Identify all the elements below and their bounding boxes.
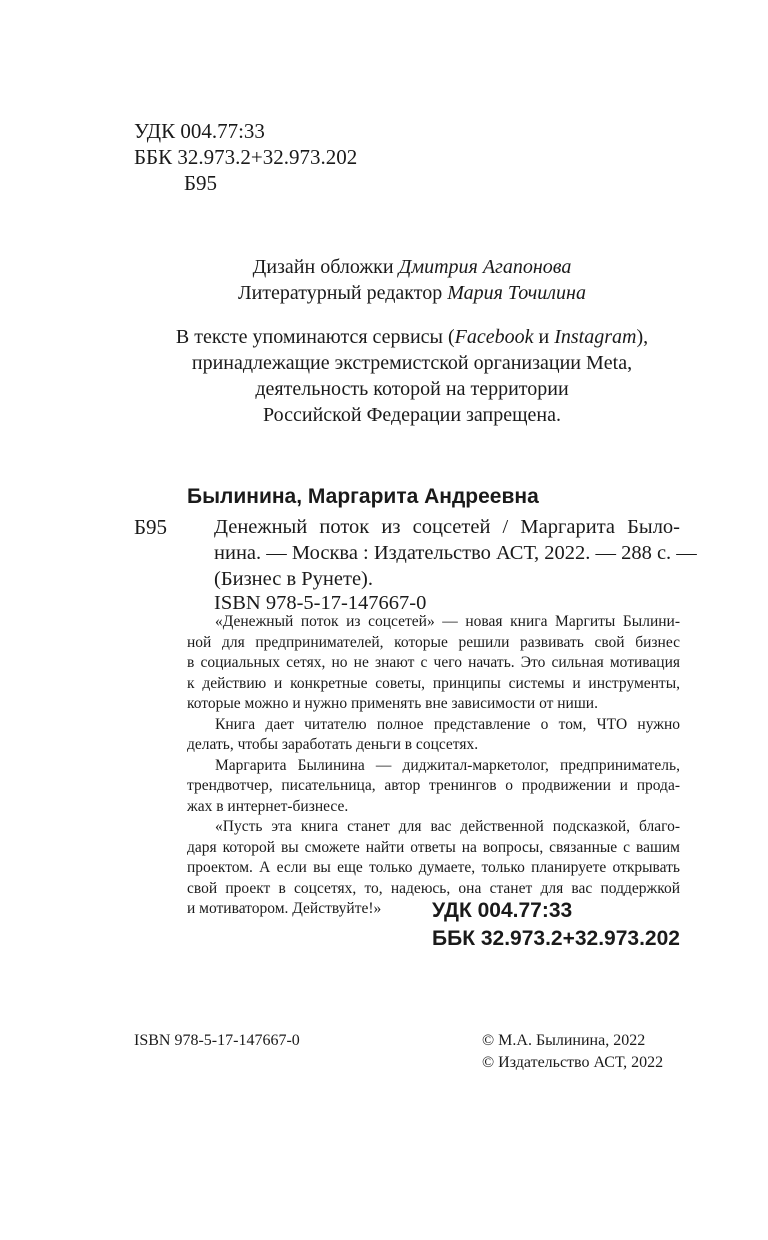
facebook-mention: Facebook — [454, 326, 534, 348]
copyright-block — [482, 1030, 663, 1074]
instagram-mention: Instagram — [554, 326, 637, 348]
copyright-publisher: © Издательство АСТ, 2022 — [482, 1054, 664, 1071]
udk-code: УДК 004.77:33 — [134, 119, 265, 143]
annotation: «Денежный поток из соцсетей» — новая книга Маргиты Былини- ной для предпринимателей, которые решили развивать свой бизнес в социальных сетях, но не знают с чего начать. Это сильная мотивация к действию и конкретные советы, принципы системы и инструменты, которые можно и нужно применять вне зависимости от ниши. Книга дает читателю полное представление о том, ЧТО нужно делать, чтобы заработать деньги в соцсетях. Маргарита Былинина — диджитал-маркетолог, предприниматель, трендвотчер, писательница, автор тренингов о продвижении и прода- жах в интернет-бизнесе. «Пусть эта книга станет для вас действенной подсказкой, благо- даря которой вы сможете найти ответы на вопросы, связанные с вашим проектом. А если вы еще только думаете, только планируете открывать свой проект в соцсетях, то, надеюсь, она станет для вас поддержкой и мотиватором. Действуйте!» — [187, 613, 680, 917]
isbn: ISBN 978-5-17-147667-0 — [214, 592, 427, 614]
bbk-code: ББК 32.973.2+32.973.202 — [134, 145, 358, 169]
author-heading: Былинина, Маргарита Андреевна — [187, 485, 539, 508]
copyright-author: © М.А. Былинина, 2022 — [482, 1032, 646, 1049]
bibliographic-code: Б95 — [134, 515, 168, 539]
legal-notice: В тексте упоминаются сервисы (Facebook и Instagram), принадлежащие экстремистской организации Meta, деятельность которой на территории Российской Федерации запрещена. — [175, 326, 649, 426]
bottom-isbn: ISBN 978-5-17-147667-0 — [134, 1032, 300, 1049]
author-mark: Б95 — [184, 171, 218, 195]
editor-name: Мария Точилина — [447, 282, 586, 304]
bottom-bbk-code: ББК 32.973.2+32.973.202 — [432, 927, 680, 950]
editor-credit: Литературный редактор Мария Точилина — [238, 282, 586, 304]
bottom-classification-codes — [432, 897, 680, 953]
cover-designer-name: Дмитрия Агапонова — [398, 256, 572, 278]
bottom-udk-code: УДК 004.77:33 — [432, 899, 573, 922]
credits — [134, 254, 690, 306]
classification-codes — [134, 118, 357, 196]
bibliographic-description: Денежный поток из соцсетей / Маргарита Было- нина. — Москва : Издательство АСТ, 2022. — 288 с. — (Бизнес в Рунете). — [214, 516, 697, 590]
cover-design-credit: Дизайн обложки Дмитрия Агапонова — [252, 256, 572, 278]
